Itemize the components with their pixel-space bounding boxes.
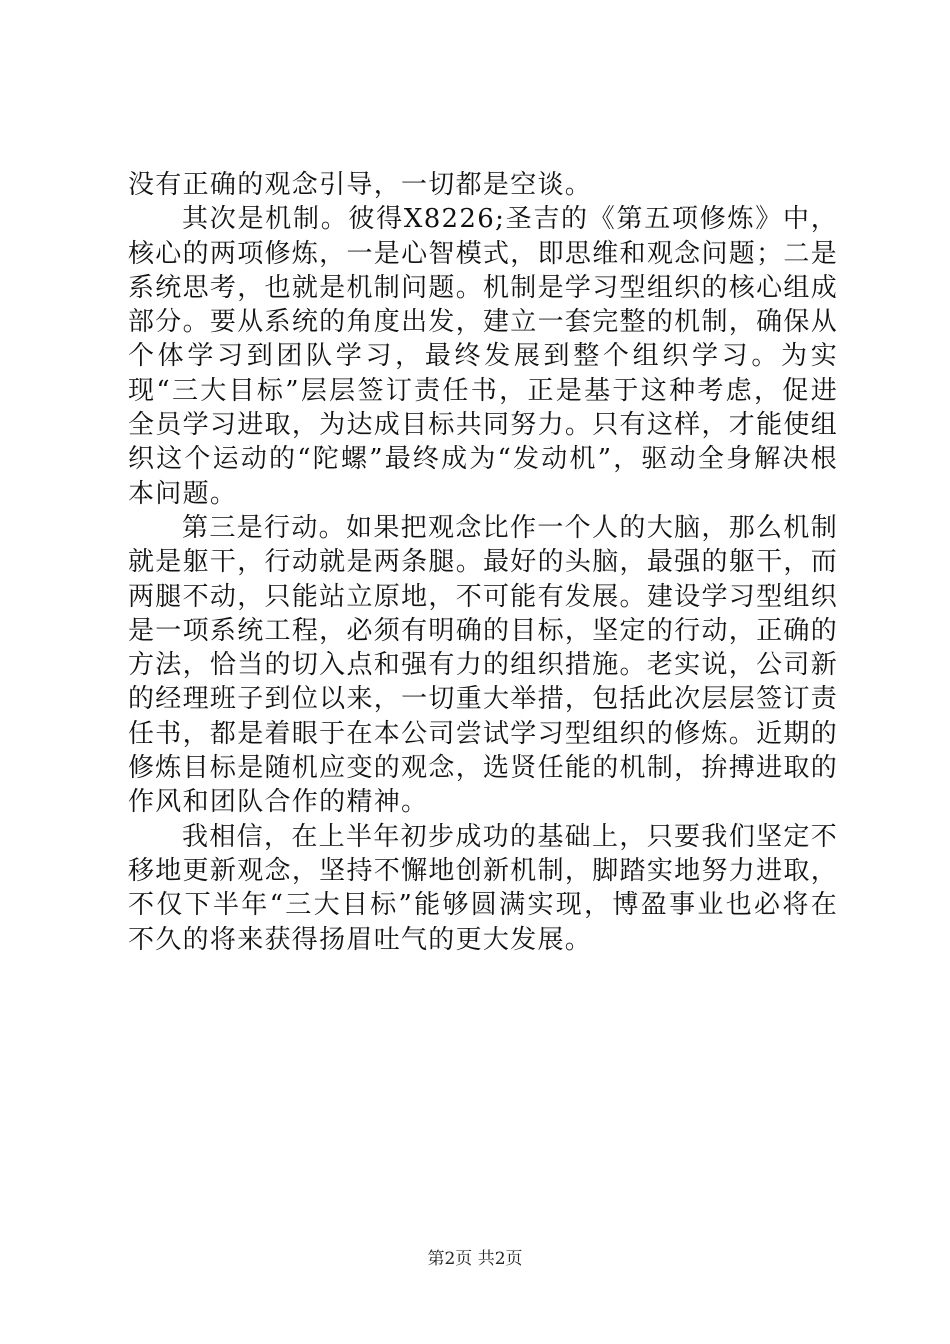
paragraph-action: 第三是行动。如果把观念比作一个人的大脑，那么机制就是躯干，行动就是两条腿。最好的头脑，最强的躯干，而两腿不动，只能站立原地，不可能有发展。建设学习型组织是一项系统工程，必须有明确的目标，坚定的行动，正确的方法，恰当的切入点和强有力的组织措施。老实说，公司新的经理班子到位以来，一切重大举措，包括此次层层签订责任书，都是着眼于在本公司尝试学习型组织的修炼。近期的修炼目标是随机应变的观念，选贤任能的机制，拚搏进取的作风和团队合作的精神。 <box>128 512 838 818</box>
page-number-footer: 第2页 共2页 <box>427 1249 523 1269</box>
paragraph-mechanism: 其次是机制。彼得X8226;圣吉的《第五项修炼》中，核心的两项修炼，一是心智模式，即思维和观念问题；二是系统思考，也就是机制问题。机制是学习型组织的核心组成部分。要从系统的角度出发，建立一套完整的机制，确保从个体学习到团队学习，最终发展到整个组织学习。为实现“三大目标”层层签订责任书，正是基于这种考虑，促进全员学习进取，为达成目标共同努力。只有这样，才能使组织这个运动的“陀螺”最终成为“发动机”，驱动全身解决根本问题。 <box>128 204 838 509</box>
paragraph-conclusion: 我相信，在上半年初步成功的基础上，只要我们坚定不移地更新观念，坚持不懈地创新机制，脚踏实地努力进取，不仅下半年“三大目标”能够圆满实现，博盈事业也必将在不久的将来获得扬眉吐气的更大发展。 <box>128 821 838 955</box>
paragraph-continuation: 没有正确的观念引导，一切都是空谈。 <box>128 170 593 200</box>
document-body <box>128 168 838 957</box>
